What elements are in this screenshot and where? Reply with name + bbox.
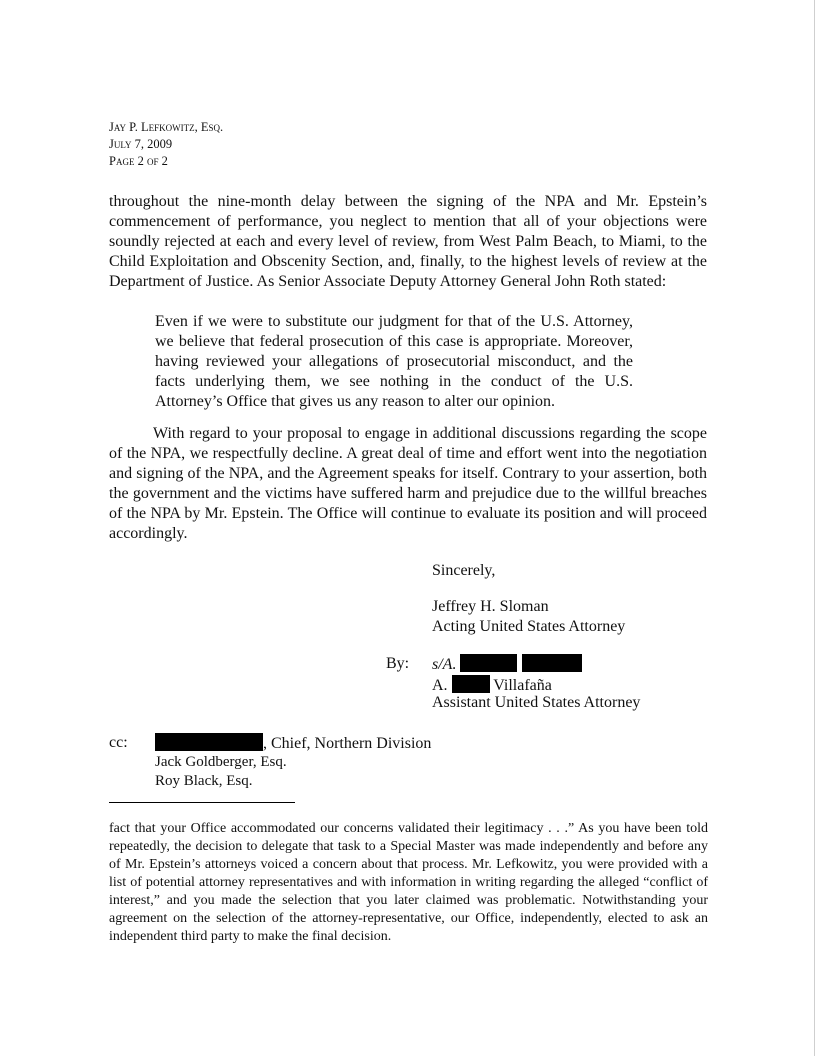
cc-first-line xyxy=(155,733,431,754)
footnote-text: fact that your Office accommodated our concerns validated their legitimacy . . .” As you have been told repeatedly, the decision to delegate that task to a Special Master was made independently and before any of Mr. Epstein’s attorneys voiced a concern about that process. Mr. Lefkowitz, you were provided with a list of potential attorney representatives and with information in writing regarding the alleged “conflict of interest,” and you made the selection that you later claimed was problematic. Notwithstanding your agreement on the selection of the attorney-representative, our Office, independently, elected to ask an independent third party to make the final decision. xyxy=(109,821,708,944)
redaction-block xyxy=(155,733,263,751)
redaction-block xyxy=(522,654,582,672)
footnote-divider xyxy=(109,802,295,803)
page-number: Page 2 of 2 xyxy=(109,154,168,168)
signature-line xyxy=(432,654,582,675)
signatory-title: Acting United States Attorney xyxy=(432,618,626,635)
signature-text: s/A. xyxy=(432,656,457,673)
cc-third-line: Roy Black, Esq. xyxy=(155,773,253,789)
signer-initial: A. xyxy=(432,677,448,694)
signer-title: Assistant United States Attorney xyxy=(432,694,641,711)
signer-surname: Villafaña xyxy=(493,677,552,694)
signatory-name: Jeffrey H. Sloman xyxy=(432,598,549,615)
date-line: July 7, 2009 xyxy=(109,137,173,151)
cc-first-suffix: , Chief, Northern Division xyxy=(263,735,432,752)
body-paragraph-1: throughout the nine-month delay between the signing of the NPA and Mr. Epstein’s commencement of performance, you neglect to mention that all of your objections were soundly rejected at each and every level of review, from West Palm Beach, to Miami, to the Child Exploitation and Obscenity Section, and, finally, to the highest levels of review at the Department of Justice. As Senior Associate Deputy Attorney General John Roth stated: xyxy=(109,193,707,290)
page-edge xyxy=(814,0,815,1056)
redaction-block xyxy=(460,654,517,672)
recipient-line: Jay P. Lefkowitz, Esq. xyxy=(109,120,224,134)
body-paragraph-2-text: With regard to your proposal to engage in additional discussions regarding the scope of the NPA, we respectfully decline. A great deal of time and effort went into the negotiation and signing of the NPA, and the Agreement speaks for itself. Contrary to your assertion, both the government and the victims have suffered harm and prejudice due to the willful breaches of the NPA by Mr. Epstein. The Office will continue to evaluate its position and will proceed accordingly. xyxy=(109,425,707,542)
cc-label: cc: xyxy=(109,734,128,751)
letter-header xyxy=(109,119,223,170)
salutation: Sincerely, xyxy=(432,562,496,579)
cc-second-line: Jack Goldberger, Esq. xyxy=(155,754,287,770)
redaction-block xyxy=(452,675,490,693)
body-paragraph-2 xyxy=(109,424,707,544)
by-label: By: xyxy=(386,655,410,672)
block-quote: Even if we were to substitute our judgment for that of the U.S. Attorney, we believe that federal prosecution of this case is appropriate. Moreover, having reviewed your allegations of prosecutorial misconduct, and the facts underlying them, we see nothing in the conduct of the U.S. Attorney’s Office that gives us any reason to alter our opinion. xyxy=(155,313,633,410)
